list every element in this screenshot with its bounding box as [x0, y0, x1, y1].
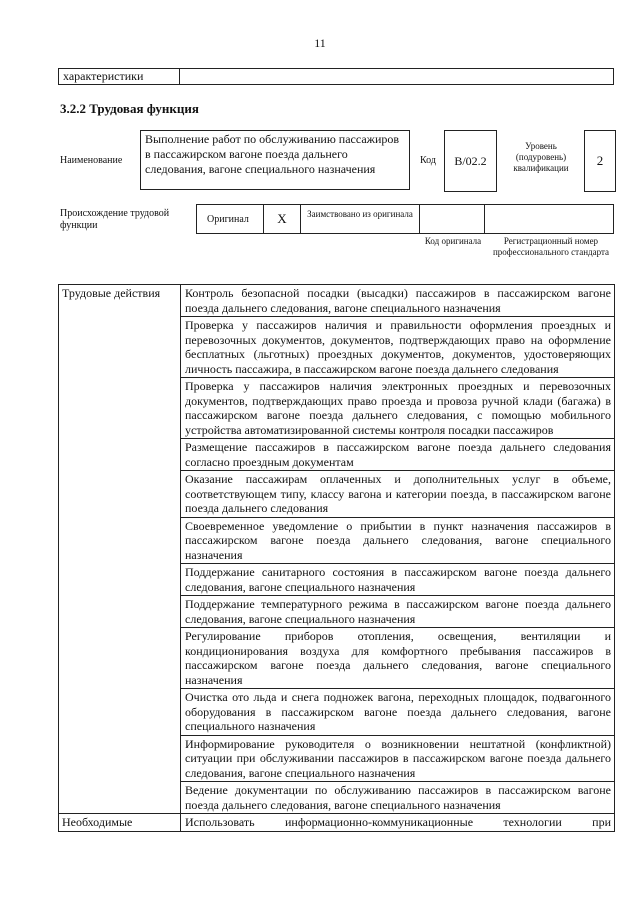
function-code: B/02.2 — [444, 130, 497, 192]
code-original-cell — [419, 204, 485, 234]
labor-actions-table — [58, 284, 615, 832]
reg-number-cell — [484, 204, 614, 234]
labor-action-item: Своевременное уведомление о прибытии в пункт назначения пассажиров в пассажирском вагоне поезда дальнего следования, вагоне специального назначения — [181, 517, 615, 564]
function-name: Выполнение работ по обслуживанию пассажиров в пассажирском вагоне поезда дальнего следования, вагоне специального назначения — [140, 130, 410, 190]
characteristics-row — [58, 68, 614, 85]
code-original-label: Код оригинала — [424, 236, 482, 246]
labor-action-item: Проверка у пассажиров наличия электронных проездных и перевозочных документов, подтверждающих право проезда и провоза ручной клади (багажа) в пассажирском вагоне поезда дальнего следования, с помощью мобильного устройства автоматизированной системы контроля посадки пассажиров — [181, 378, 615, 439]
labor-action-item: Регулирование приборов отопления, освещения, вентиляции и кондиционирования воздуха для комфортного пребывания пассажиров в пассажирском вагоне поезда дальнего следования, вагоне специального назначения — [181, 628, 615, 689]
reg-number-label: Регистрационный номер профессионального стандарта — [492, 236, 610, 257]
labor-action-item: Поддержание санитарного состояния в пассажирском вагоне поезда дальнего следования, вагоне специального назначения — [181, 564, 615, 596]
labor-action-item: Контроль безопасной посадки (высадки) пассажиров в пассажирском вагоне поезда дальнего следования, вагоне специального назначения — [181, 285, 615, 317]
labor-action-item: Проверка у пассажиров наличия и правильности оформления проездных и перевозочных документов, документов, подтверждающих право на оформление бесплатных (льготных) проездных документов, документов, удостоверяющих личность пассажира, в пассажирском вагоне поезда дальнего следования — [181, 317, 615, 378]
page-number: 11 — [314, 36, 326, 50]
required-item: Использовать информационно-коммуникационные технологии при — [181, 814, 615, 832]
origin-label: Происхождение трудовой функции — [60, 208, 170, 231]
labor-action-item: Размещение пассажиров в пассажирском вагоне поезда дальнего следования согласно проездным документам — [181, 439, 615, 471]
borrowed-label: Заимствовано из оригинала — [300, 204, 420, 234]
original-mark: X — [263, 204, 301, 234]
labor-action-item: Информирование руководителя о возникновении нештатной (конфликтной) ситуации при обслуживании пассажиров в пассажирском вагоне поезда дальнего следования, вагоне специального назначения — [181, 735, 615, 782]
labor-actions-label: Трудовые действия — [59, 285, 181, 814]
code-label: Код — [420, 155, 436, 166]
origin-row — [196, 204, 614, 234]
characteristics-value — [180, 69, 614, 85]
original-label: Оригинал — [196, 204, 264, 234]
labor-action-item: Поддержание температурного режима в пассажирском вагоне поезда дальнего следования, вагоне специального назначения — [181, 596, 615, 628]
required-label: Необходимые — [59, 814, 181, 832]
characteristics-label: характеристики — [59, 69, 180, 85]
labor-action-item: Ведение документации по обслуживанию пассажиров в пассажирском вагоне поезда дальнего следования, вагоне специального назначения — [181, 782, 615, 814]
level-label: Уровень (подуровень) квалификации — [513, 141, 569, 173]
name-label: Наименование — [60, 155, 123, 166]
table-row — [59, 814, 615, 832]
table-row — [59, 285, 615, 317]
labor-action-item: Оказание пассажирам оплаченных и дополнительных услуг в объеме, соответствующем типу, классу вагона и категории поезда, в пассажирском вагоне поезда дальнего следования — [181, 471, 615, 518]
labor-action-item: Очистка ото льда и снега подножек вагона, переходных площадок, подвагонного оборудования в пассажирском вагоне поезда дальнего следования, вагоне специального назначения — [181, 689, 615, 736]
qualification-level: 2 — [584, 130, 616, 192]
section-heading: 3.2.2 Трудовая функция — [60, 101, 199, 116]
